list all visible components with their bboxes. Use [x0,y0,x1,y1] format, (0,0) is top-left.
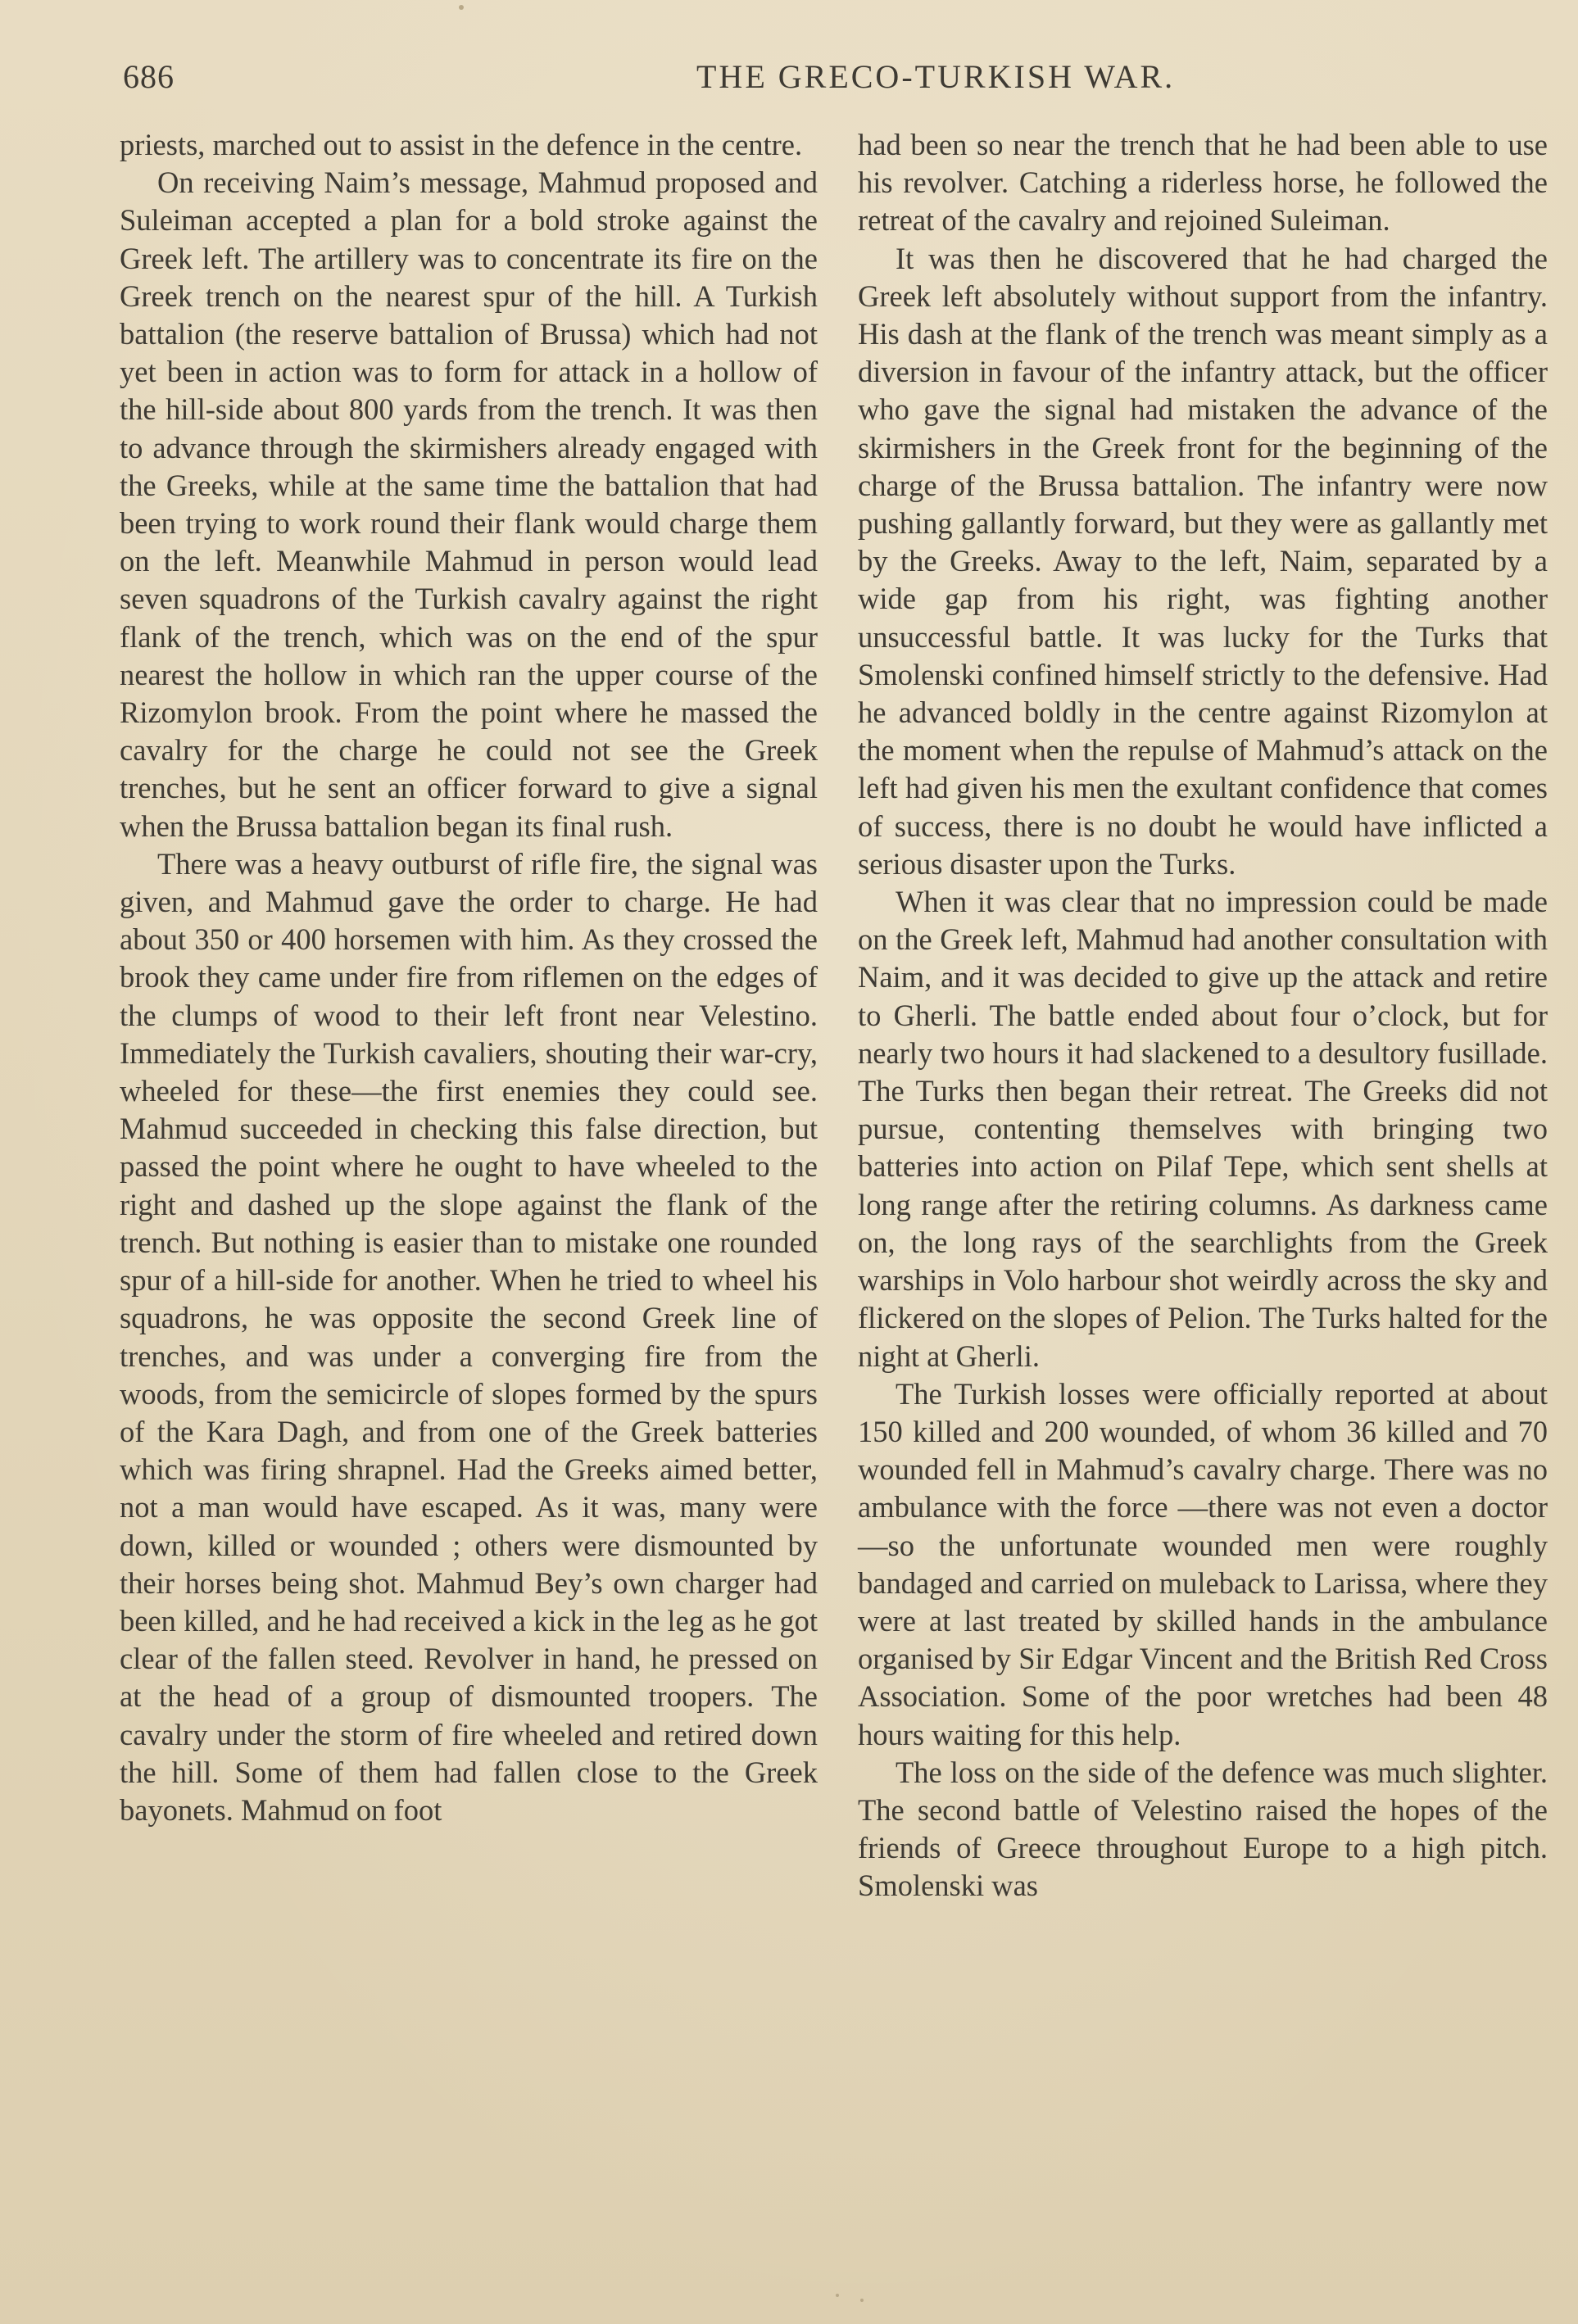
paragraph: priests, marched out to assist in the defence in the centre. [120,128,803,161]
running-title: THE GRECO-TURKISH WAR. [696,58,1176,95]
paragraph: There was a heavy outburst of rifle fire, the signal was given, and Mahmud gave the order to charge. He had about 350 or 400 horsemen with him. As they crossed the brook they came under fire from riflemen on the edges of the clumps of wood to their left front near Velestino. Immediately the Turkish cavaliers, shouting their war-cry, wheeled for these—the first enemies they could see. Mahmud succeeded in checking this false direction, but passed the point where he ought to have wheeled to the right and dashed up the slope against the flank of the trench. But nothing is easier than to mistake one rounded spur of a hill-side for another. When he tried to wheel his squadrons, he was opposite the second Greek line of trenches, and was under a converging fire from the woods, from the semicircle of slopes formed by the spurs of the Kara Dagh, and from one of the Greek batteries which was firing shrapnel. Had the Greeks aimed better, not a man would have escaped. As it was, many were down, killed or wounded ; others were dismounted by their horses being shot. Mahmud Bey’s own charger had been killed, and he had received a kick in the leg as he got clear of the fallen steed. Revolver in hand, he pressed on at the head of a group of dismounted troopers. The cavalry under the storm of fire wheeled and retired down the hill. Some of them had fallen close to the Greek bayonets. Mahmud on foot [120,846,818,1827]
paragraph: When it was clear that no impression could be made on the Greek left, Mahmud had another consultation with Naim, and it was decided to give up the attack and retire to Gherli. The battle ended about four o’clock, but for nearly two hours it had slackened to a desultory fusillade. The Turks then began their retreat. The Greeks did not pursue, contenting themselves with bringing two batteries into action on Pilaf Tepe, which sent shells at long range after the retiring columns. As darkness came on, the long rays of the searchlights from the Greek warships in Volo harbour shot weirdly across the sky and flickered on the slopes of Pelion. The Turks halted for the night at Gherli. [858,885,1548,1373]
paragraph: It was then he discovered that he had charged the Greek left absolutely without support from the infantry. His dash at the flank of the trench was meant simply as a diversion in favour of the infantry attack, but the officer who gave the signal had mistaken the advance of the skirmishers in the Greek front for the beginning of the charge of the Brussa battalion. The infantry were now pushing gallantly forward, but they were as gallantly met by the Greeks. Away to the left, Naim, separated by a wide gap from his right, was fighting another unsuccessful battle. It was lucky for the Turks that Smolenski confined himself strictly to the defensive. Had he advanced boldly in the centre against Rizomylon at the moment when the repulse of Mahmud’s attack on the left had given his men the exultant confidence that comes of success, there is no doubt he would have inflicted a serious disaster upon the Turks. [858,241,1548,881]
paper-speck [836,2294,839,2297]
paper-speck [459,5,464,10]
paragraph: had been so near the trench that he had been able to use his revolver. Catching a riderless horse, he followed the retreat of the cavalry and rejoined Suleiman. [858,128,1548,238]
paragraph: The loss on the side of the defence was much slighter. The second battle of Velestino raised the hopes of the friends of Greece throughout Europe to a high pitch. Smolenski was [858,1755,1548,1903]
paragraph: On receiving Naim’s message, Mahmud proposed and Suleiman accepted a plan for a bold stroke against the Greek left. The artillery was to concentrate its fire on the Greek trench on the nearest spur of the hill. A Turkish battalion (the reserve battalion of Brussa) which had not yet been in action was to form for attack in a hollow of the hill-side about 800 yards from the trench. It was then to advance through the skirmishers already engaged with the Greeks, while at the same time the battalion that had been trying to work round their flank would charge them on the left. Meanwhile Mahmud in person would lead seven squadrons of the Turkish cavalry against the right flank of the trench, which was on the end of the spur nearest the hollow in which ran the upper course of the Rizomylon brook. From the point where he massed the cavalry for the charge he could not see the Greek trenches, but he sent an officer forward to give a signal when the Brussa battalion began its final rush. [120,165,818,843]
right-column [858,126,1548,1905]
running-head [123,57,1540,106]
page-number: 686 [123,58,175,95]
left-column [120,126,818,1829]
paper-speck [860,2299,864,2302]
paragraph: The Turkish losses were officially reported at about 150 killed and 200 wounded, of whom 36 killed and 70 wounded fell in Mahmud’s cavalry charge. There was no ambulance with the force —there was not even a doctor—so the unfortunate wounded men were roughly bandaged and carried on muleback to Larissa, where they were at last treated by skilled hands in the ambulance organised by Sir Edgar Vincent and the British Red Cross Association. Some of the poor wretches had been 48 hours waiting for this help. [858,1376,1548,1751]
